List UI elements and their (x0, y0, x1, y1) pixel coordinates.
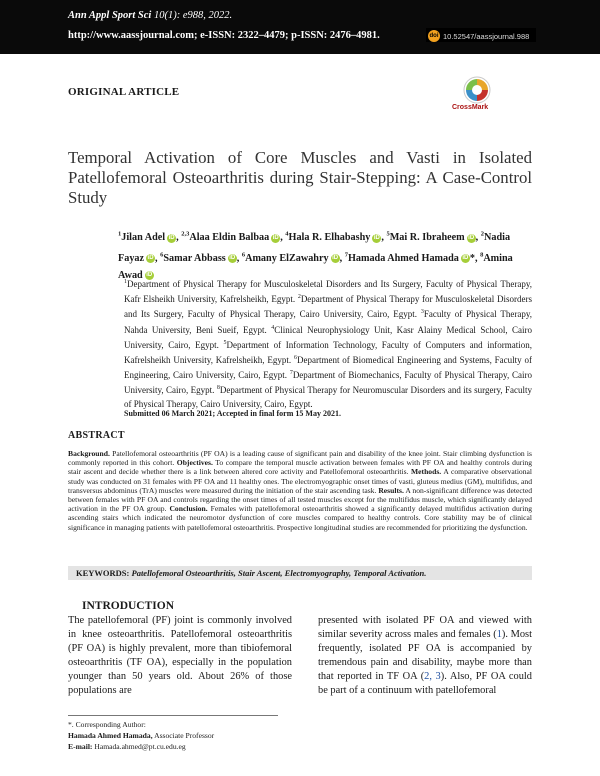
abstract-section-label: Objectives. (176, 458, 213, 468)
abstract-section-text: Patellofemoral osteoarthritis (PF OA) is a leading cause of significant pain and disability of the knee joint. Stair climbing dysfunction is commonly reported in this cohort. (68, 449, 532, 468)
article-type: ORIGINAL ARTICLE (68, 86, 180, 98)
submission-dates: Submitted 06 March 2021; Accepted in final form 15 May 2021. (124, 409, 341, 418)
correspondence-footnote (68, 719, 214, 752)
affiliation-number: 4 (271, 324, 275, 331)
affiliation: Department of Biomechanics, Faculty of Physical Therapy, Cairo University, Cairo, Egypt. (124, 370, 532, 396)
doi-icon: doi (428, 30, 440, 42)
affiliation-number: 5 (223, 339, 227, 346)
abstract-section-text: A comparative observational study was conducted on 31 females with PF OA and 11 healthy ones. The electromyographic onset times of vasti, gluteus medius (GM), multifidus, and transversus abdominus (TrA) muscles were measured during the initiation of the stair ascending task. (68, 467, 533, 495)
keywords-text: Patellofemoral Osteoarthritis, Stair Ascent, Electromyography, Temporal Activation. (131, 568, 427, 578)
corresponding-email[interactable]: E-mail: Hamada.ahmed@pt.cu.edu.eg (68, 742, 186, 751)
abstract-body (68, 449, 532, 532)
orcid-icon[interactable]: iD (272, 234, 279, 241)
author: $^4$Hala R. Elhabashy iD , (285, 231, 384, 244)
orcid-icon[interactable]: iD (168, 234, 175, 241)
affiliation-number: 6 (293, 355, 297, 362)
orcid-icon[interactable]: iD (229, 254, 236, 261)
orcid-icon[interactable]: iD (462, 254, 469, 261)
abstract-section-label: Background. (68, 449, 110, 458)
corresponding-author-label: *. Corresponding Author: (68, 720, 146, 729)
author: $^1$Jilan Adel iD , (118, 231, 179, 244)
journal-citation: Ann Appl Sport Sci 10(1): e988, 2022. (68, 10, 233, 21)
author: $^5$Mai R. Ibraheem iD , (386, 231, 479, 244)
keywords-label: KEYWORDS: (76, 568, 130, 578)
affiliation-number: 8 (216, 385, 220, 392)
author: $^7$Hamada Ahmed Hamada iD *, (344, 251, 478, 264)
abstract-section-label: Results. (378, 485, 404, 495)
affiliation-number: 2 (297, 294, 301, 301)
affiliation-number: 3 (420, 309, 424, 316)
introduction-column-right: presented with isolated PF OA and viewed with similar severity across males and females (1). Most frequently, isolated PF OA is accompanied by tremendous pain and disability, maybe more than that reported in TF OA (2, 3). Also, PF OA could be part of a continuum with patellofemoral (318, 615, 532, 696)
affiliation-number: 7 (289, 370, 293, 377)
orcid-icon[interactable]: iD (332, 254, 339, 261)
abstract-heading: ABSTRACT (68, 430, 125, 441)
affiliation: Department of Information Technology, Faculty of Computers and information, Kafrelsheikh University, Kafrelsheikh, Egypt. (124, 339, 533, 366)
doi-link[interactable]: 10.52547/aassjournal.988 (443, 32, 530, 41)
abstract-section-label: Conclusion. (169, 504, 208, 514)
journal-url-issn[interactable]: http://www.aassjournal.com; e-ISSN: 2322–4479; p-ISSN: 2476–4981. (68, 30, 380, 41)
orcid-icon[interactable]: iD (146, 271, 153, 278)
author: $^8$Amina Awad iD (118, 251, 513, 281)
author: $^2$Nadia Fayaz iD , (118, 231, 511, 264)
abstract-section-text: To compare the temporal muscle activation between females with PF OA and healthy controls during stair ascent and decide whether there is a link between altered core activity and Patellofemoral osteoarthritis. (68, 458, 532, 477)
affiliation: Faculty of Physical Therapy, Nahda University, Beni Sueif, Egypt. (124, 309, 532, 335)
author: $^6$Amany ElZawahry iD , (241, 251, 343, 264)
article-title: Temporal Activation of Core Muscles and Vasti in Isolated Patellofemoral Osteoarthritis during Stair-Stepping: A Case-Control Study (68, 148, 532, 207)
reference-link[interactable]: 2, 3 (424, 671, 441, 682)
affiliation-number: 1 (124, 279, 127, 285)
affiliation: Department of Physical Therapy for Neuromuscular Disorders and its surgery, Faculty of Physical Therapy, Cairo University, Cairo, Egypt. (124, 385, 532, 409)
footnote-rule (68, 715, 278, 716)
affiliation: Department of Physical Therapy for Musculoskeletal Disorders and Its Surgery, Faculty of Physical Therapy, Kafr Elsheikh University, Kafrelsheikh, Egypt. (124, 279, 532, 305)
affiliation: Department of Biomedical Engineering and Systems, Faculty of Engineering, Cairo University, Cairo, Egypt. (124, 355, 533, 381)
affiliation: Department of Physical Therapy for Musculoskeletal Disorders and Its Surgery, Faculty of Physical Therapy, Cairo University, Cairo, Egypt. (124, 294, 533, 320)
affiliations (124, 276, 532, 411)
journal-header-bar (0, 0, 600, 54)
corresponding-author: Hamada Ahmed Hamada, Associate Professor (68, 731, 215, 740)
abstract-section-label: Methods. (411, 467, 442, 477)
introduction-column-left: The patellofemoral (PF) joint is commonly involved in knee osteoarthritis. Patellofemoral osteoarthritis (PF OA) is highly prevalent, more than tibiofemoral osteoarthritis (TF OA), especially in the population younger than 50 years old. About 26% of those populations are (68, 615, 292, 696)
reference-link[interactable]: 1 (496, 629, 502, 640)
introduction-heading: INTRODUCTION (82, 600, 175, 612)
orcid-icon[interactable]: iD (468, 234, 475, 241)
crossmark-label[interactable]: CrossMark (452, 104, 489, 111)
author: $^6$Samar Abbass iD , (160, 251, 240, 264)
affiliation: Clinical Neurophysiology Unit, Kasr Alainy Medical School, Cairo University, Cairo, Egypt. (124, 324, 532, 350)
author: $^{2,3}$Alaa Eldin Balbaa iD , (181, 231, 283, 244)
abstract-section-text: A non-significant difference was detected between females with PF OA and controls regarding the onset times of all tested muscles except for the multifidus muscle, which significantly delayed activation in the PF OA group. (68, 485, 532, 514)
orcid-icon[interactable]: iD (147, 254, 154, 261)
crossmark-icon[interactable] (463, 76, 491, 104)
orcid-icon[interactable]: iD (373, 234, 380, 241)
abstract-section-text: Females with patellofemoral osteoarthritis showed a significantly delayed multifidus activation during ascending stairs which indicated the neuromotor dysfunction of core muscles compared to healthy controls. Core stability may be of clinical significance in managing patients with patellofemoral osteoarthritis. Prospective longitudinal studies are recommended for prioritizing the dysfunction. (68, 504, 532, 532)
keywords-bar (68, 566, 532, 580)
